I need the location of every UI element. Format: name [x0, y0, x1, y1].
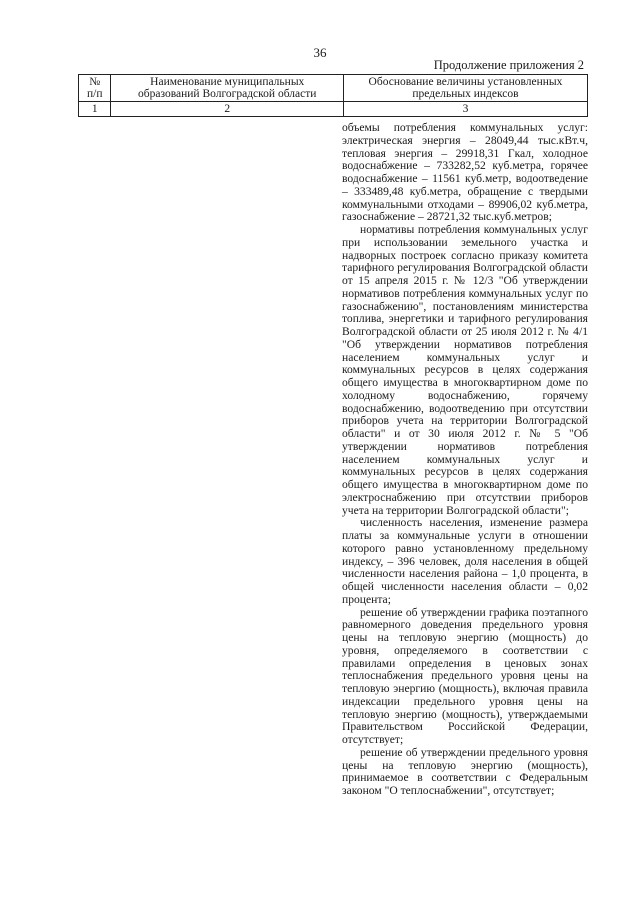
page-number: 36 [313, 45, 327, 60]
index-cell-3: 3 [343, 102, 587, 117]
header-cell-number [79, 75, 111, 102]
justification-text [342, 122, 588, 798]
header-cell-justification [343, 75, 587, 102]
header-municipality-label: Наименование муниципальных образований Волгоградской области [138, 76, 317, 100]
paragraph-heat-price-schedule: решение об утверждении графика поэтапного равномерного доведения предельного уровня цены на тепловую энергию (мощность) до уровня, определяемого в соответствии с правилами определения в ценовых зонах теплоснабжения предельного уровня цены на тепловую энергию (мощность), включая правила индексации предельного уровня цены на тепловую энергию (мощность), утверждаемыми Правительством Российской Федерации, отсутствует; [342, 605, 588, 746]
paragraph-consumption-norms: нормативы потребления коммунальных услуг при использовании земельного участка и надворных построек согласно приказу комитета тарифного регулирования Волгоградской области от 15 апреля 2015 г. № 12/3 "Об утверждении нормативов потребления коммунальных услуг по газоснабжению", постановлениям министерства топлива, энергетики и тарифного регулирования Волгоградской области от 25 июля 2012 г. № 4/1 "Об утверждении нормативов потребления населением коммунальных услуг и коммунальных ресурсов в целях содержания общего имущества в многоквартирном доме по холодному водоснабжению, горячему водоснабжению, водоотведению при отсутствии приборов учета на территории Волгоградской области" и от 30 июля 2012 г. № 5 "Об утверждении нормативов потребления населением коммунальных услуг и коммунальных ресурсов в целях содержания общего имущества в многоквартирном доме по электроснабжению при отсутствии приборов учета на территории Волгоградской области"; [342, 223, 588, 517]
paragraph-heat-price-limit: решение об утверждении предельного уровня цены на тепловую энергию (мощность), принимаемое в соответствии с Федеральным законом "О теплоснабжении", отсутствует; [342, 745, 588, 797]
paragraph-consumption-volumes: объемы потребления коммунальных услуг: электрическая энергия – 28049,44 тыс.кВт.ч, тепловая энергия – 29918,31 Гкал, холодное водоснабжение – 733282,52 куб.метра, горячее водоснабжение – 11561 куб.метр, водоотведение – 333489,48 куб.метра, обращение с твердыми коммунальными отходами – 89906,02 куб.метра, газоснабжение – 28721,32 тыс.куб.метров; [342, 121, 588, 224]
index-cell-1: 1 [79, 102, 111, 117]
index-cell-2: 2 [111, 102, 343, 117]
index-row [79, 102, 588, 117]
header-table [78, 74, 588, 117]
header-justification-label: Обоснование величины установленных предельных индексов [368, 76, 563, 100]
header-cell-municipality [111, 75, 343, 102]
appendix-continuation-label: Продолжение приложения 2 [433, 58, 584, 72]
header-number-label: № п/п [86, 76, 103, 100]
header-row [79, 75, 588, 102]
paragraph-population: численность населения, изменение размера платы за коммунальные услуги в отношении которого равно установленному предельному индексу, – 396 человек, доля населения в общей численности населения района – 1,0 процента, в общей численности населения области – 0,02 процента; [342, 516, 588, 606]
